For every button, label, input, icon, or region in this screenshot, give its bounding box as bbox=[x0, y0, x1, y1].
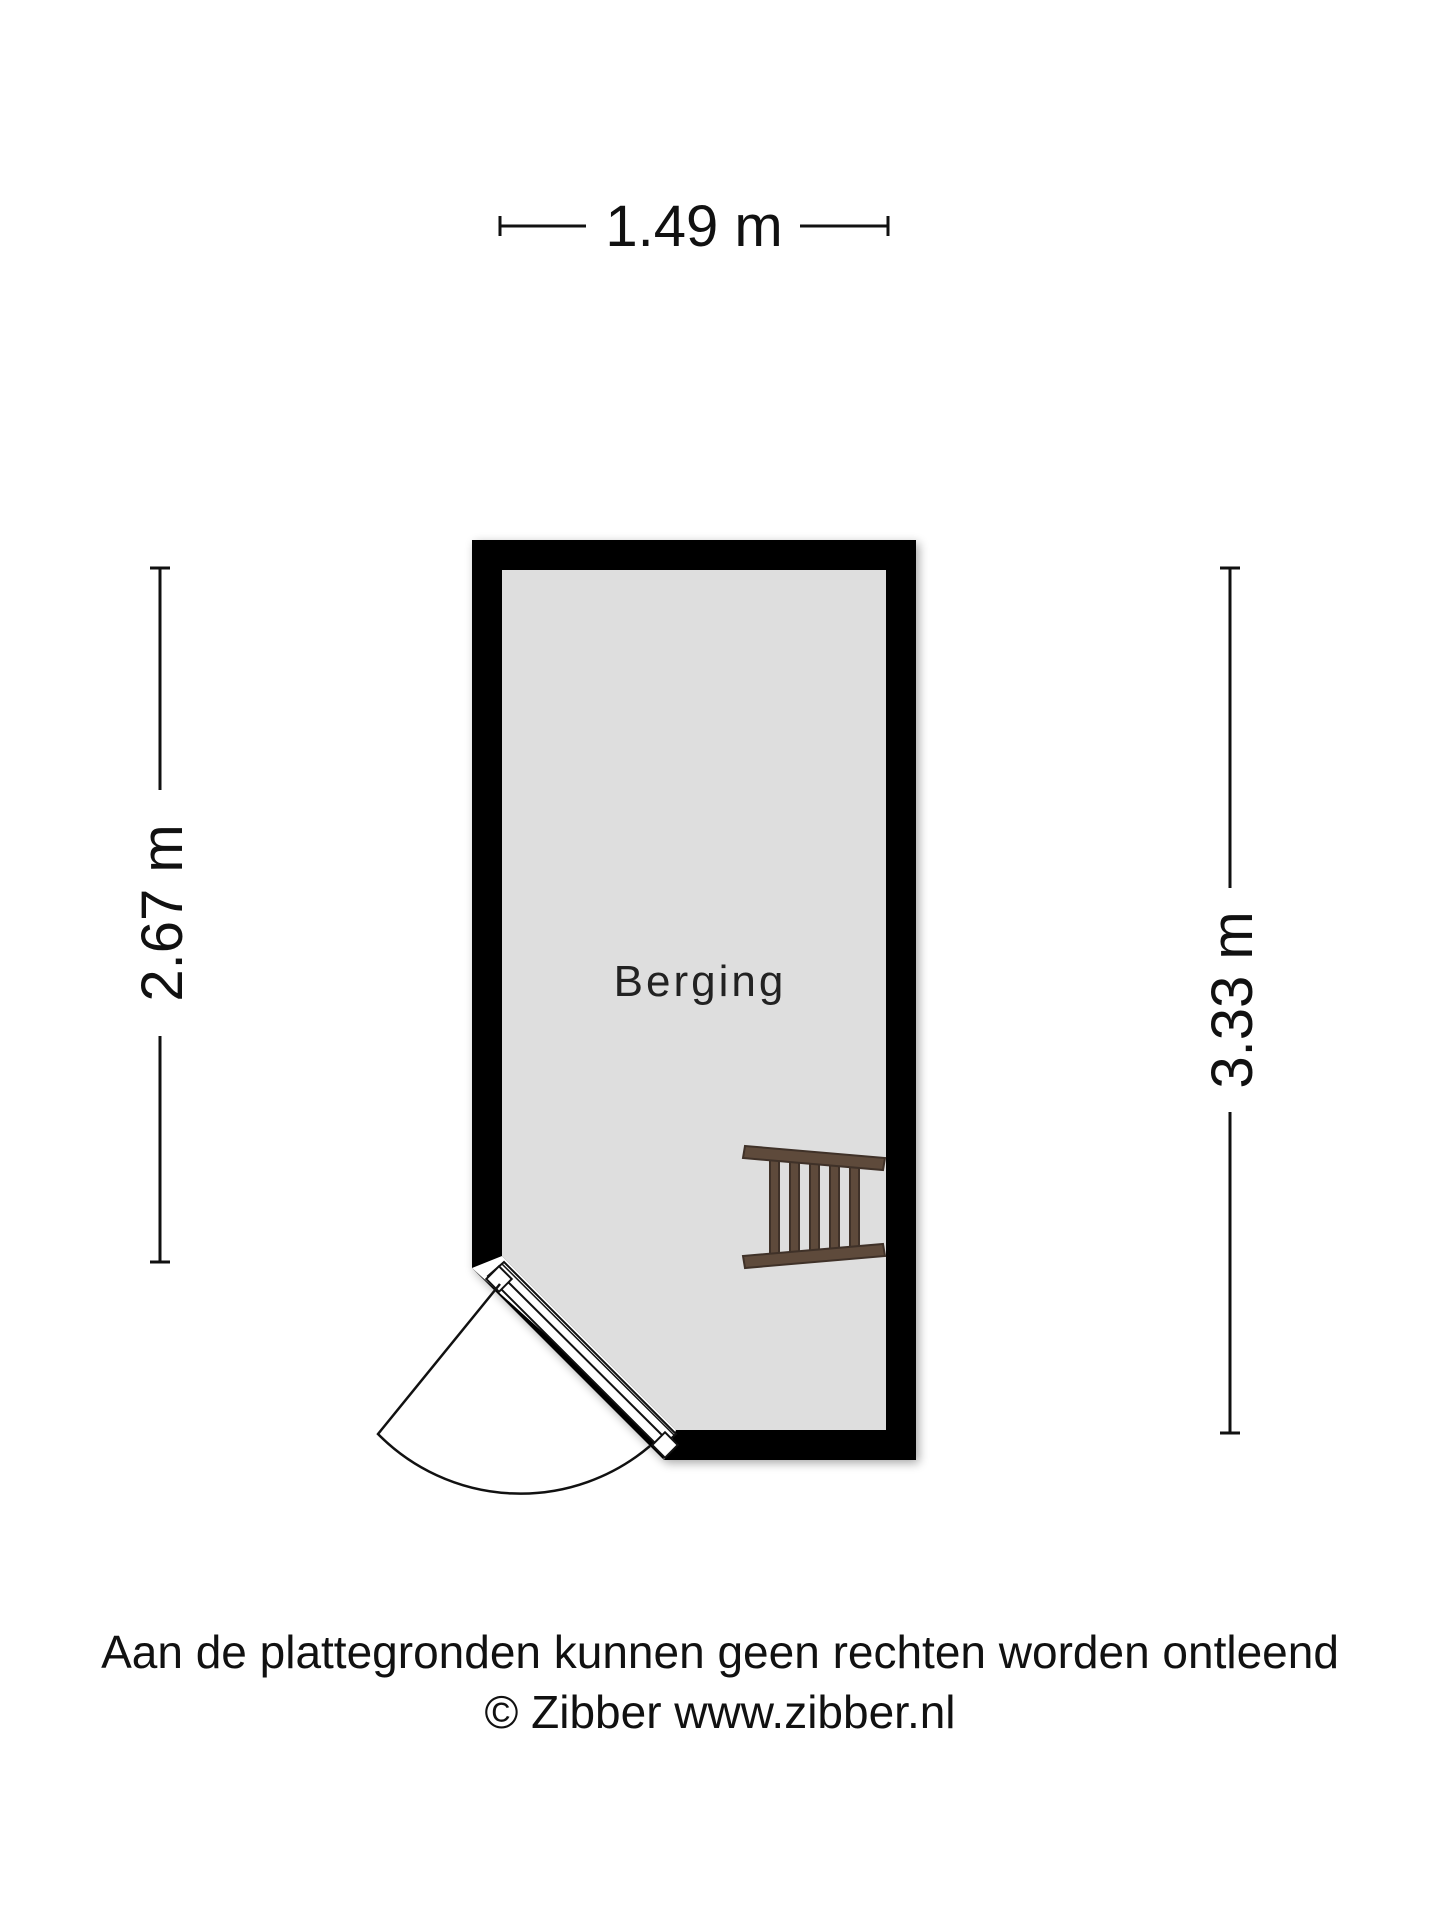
footer-disclaimer: Aan de plattegronden kunnen geen rechten worden ontleend bbox=[101, 1626, 1339, 1678]
dimension-label-left: 2.67 m bbox=[130, 824, 195, 1002]
room-label: Berging bbox=[613, 957, 787, 1006]
dimension-top bbox=[500, 194, 888, 259]
dimension-label-width: 1.49 m bbox=[605, 194, 783, 259]
dimension-label-right: 3.33 m bbox=[1200, 911, 1265, 1089]
dimension-right bbox=[1200, 568, 1265, 1433]
dimension-left bbox=[130, 568, 195, 1262]
footer-copyright: © Zibber www.zibber.nl bbox=[484, 1686, 956, 1738]
